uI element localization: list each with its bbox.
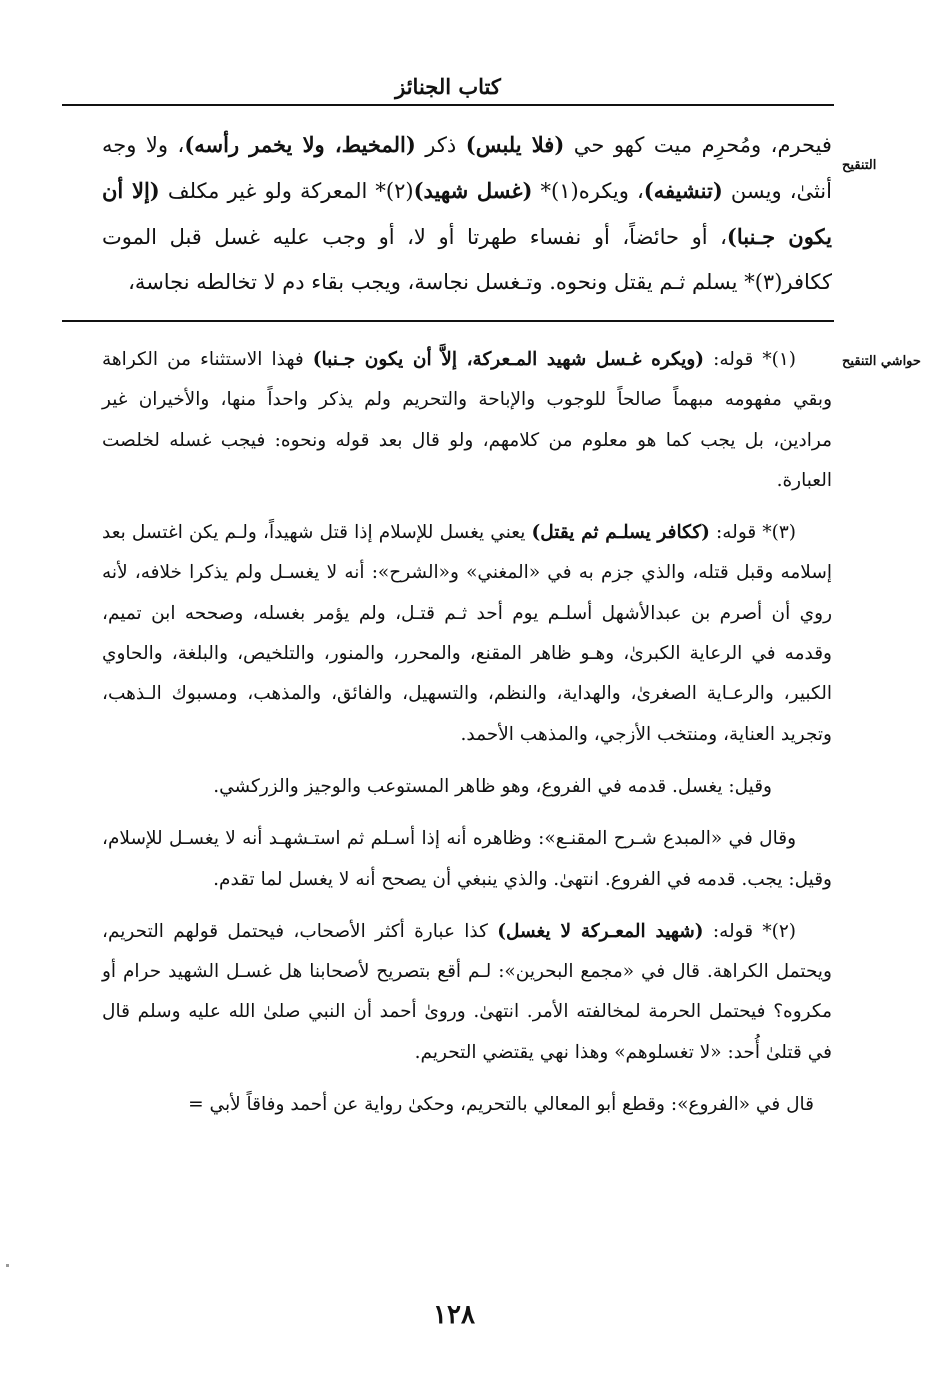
main-text [102, 122, 832, 305]
notes-divider [62, 320, 834, 322]
note-3: (٣)* قوله: (ككافر يسلـم ثم يقتل) يعني يغسل للإسلام إذا قتل شهيداً، ولـم يكن اغتسل بعد إسلامه وقبل قتله، والذي جزم به في «المغني» و«الشرح»: أنه لا يغسـل ولم يذكرا خلافه، لأنه روي أن أصرم بن عبدالأشهل أسلـم يوم أحد ثـم قتـل، ولم يؤمر بغسله، وصححه ابن تميم، وقدمه في الرعاية الكبرىٰ، وهـو ظاهر المقنع، والمحرر، والمنور، والتلخيص، والبلغة، والحاوي الكبير، والرعـاية الصغرىٰ، والهداية، والنظم، والتسهيل، والفائق، والمذهب، ومسبوك الـذهب، وتجريد العناية، ومنتخب الأزجي، والمذهب الأحمد. [102, 522, 833, 745]
margin-mark [6, 1264, 9, 1267]
margin-label-notes: حواشي التنقيح [842, 354, 921, 369]
note-2-para-2: قال في «الفروع»: وقطع أبو المعالي بالتحريم، وحكىٰ رواية عن أحمد وفاقاً لأبي = [188, 1094, 814, 1116]
footnotes [102, 340, 832, 1137]
margin-label-main: التنقيح [842, 158, 877, 173]
note-3-para-3: وقال في «المبدع شـرح المقنـع»: وظاهره أنه إذا أسـلم ثم استـشهـد أنه لا يغسـل للإسلام، وقيل: يجب. قدمه في الفروع. انتهىٰ. والذي ينبغي أن يصحح أنه لا يغسل لما تقدم. [102, 828, 832, 890]
header-rule [62, 104, 834, 106]
main-paragraph: فيحرم، ومُحرِم ميت كهو حي (فلا يلبس) ذكر (المخيط، ولا يخمر رأسه)، ولا وجه أنثىٰ، ويسن (تنشيفه)، ويكره(١)* (غسل شهيد)(٢)* المعركة ولو غير مكلف (إلا أن يكون جـنبا)، أو حائضاً، أو نفساء طهرتا أو لا، أو وجب عليه غسل قبل الموت ككافر(٣)* يسلم ثـم يقتل ونحوه. وتـغسل نجاسة، ويجب بقاء دم لا تخالطه نجاسة، [102, 132, 832, 294]
page-number: ١٢٨ [433, 1300, 475, 1330]
note-3-para-2: وقيل: يغسل. قدمه في الفروع، وهو ظاهر المستوعب والوجيز والزركشي. [213, 775, 772, 797]
note-2: (٢)* قوله: (شهيد المعـركة لا يغسل) كذا عبارة أكثر الأصحاب، فيحتمل قولهم التحريم، ويحتمل الكراهة. قال في «مجمع البحرين»: لـم أقع بتصريح لأصحابنا هل غسـل الشهيد حرام أو مكروه؟ فيحتمل الحرمة لمخالفته الأمر. انتهىٰ. وروىٰ أحمد أن النبي صلىٰ الله عليه وسلم قال في قتلىٰ أُحد: «لا تغسلوهم» وهذا نهي يقتضي التحريم. [102, 920, 832, 1063]
note-1: (١)* قوله: (ويكره غـسل شهيد المـعركة، إلاَّ أن يكون جـنبا) فهذا الاستثناء من الكراهة وبقي مفهومه مبهماً صالحاً للوجوب والإباحة والتحريم ولم يذكر واحداً منها، والأخيران غير مرادين، بل يجب كما هو معلوم من كلامهم، ولو قال بعد قوله ونحوه: فيجب غسله لخلصت العبارة. [102, 349, 832, 491]
running-title: كتاب الجنائز [395, 74, 501, 99]
